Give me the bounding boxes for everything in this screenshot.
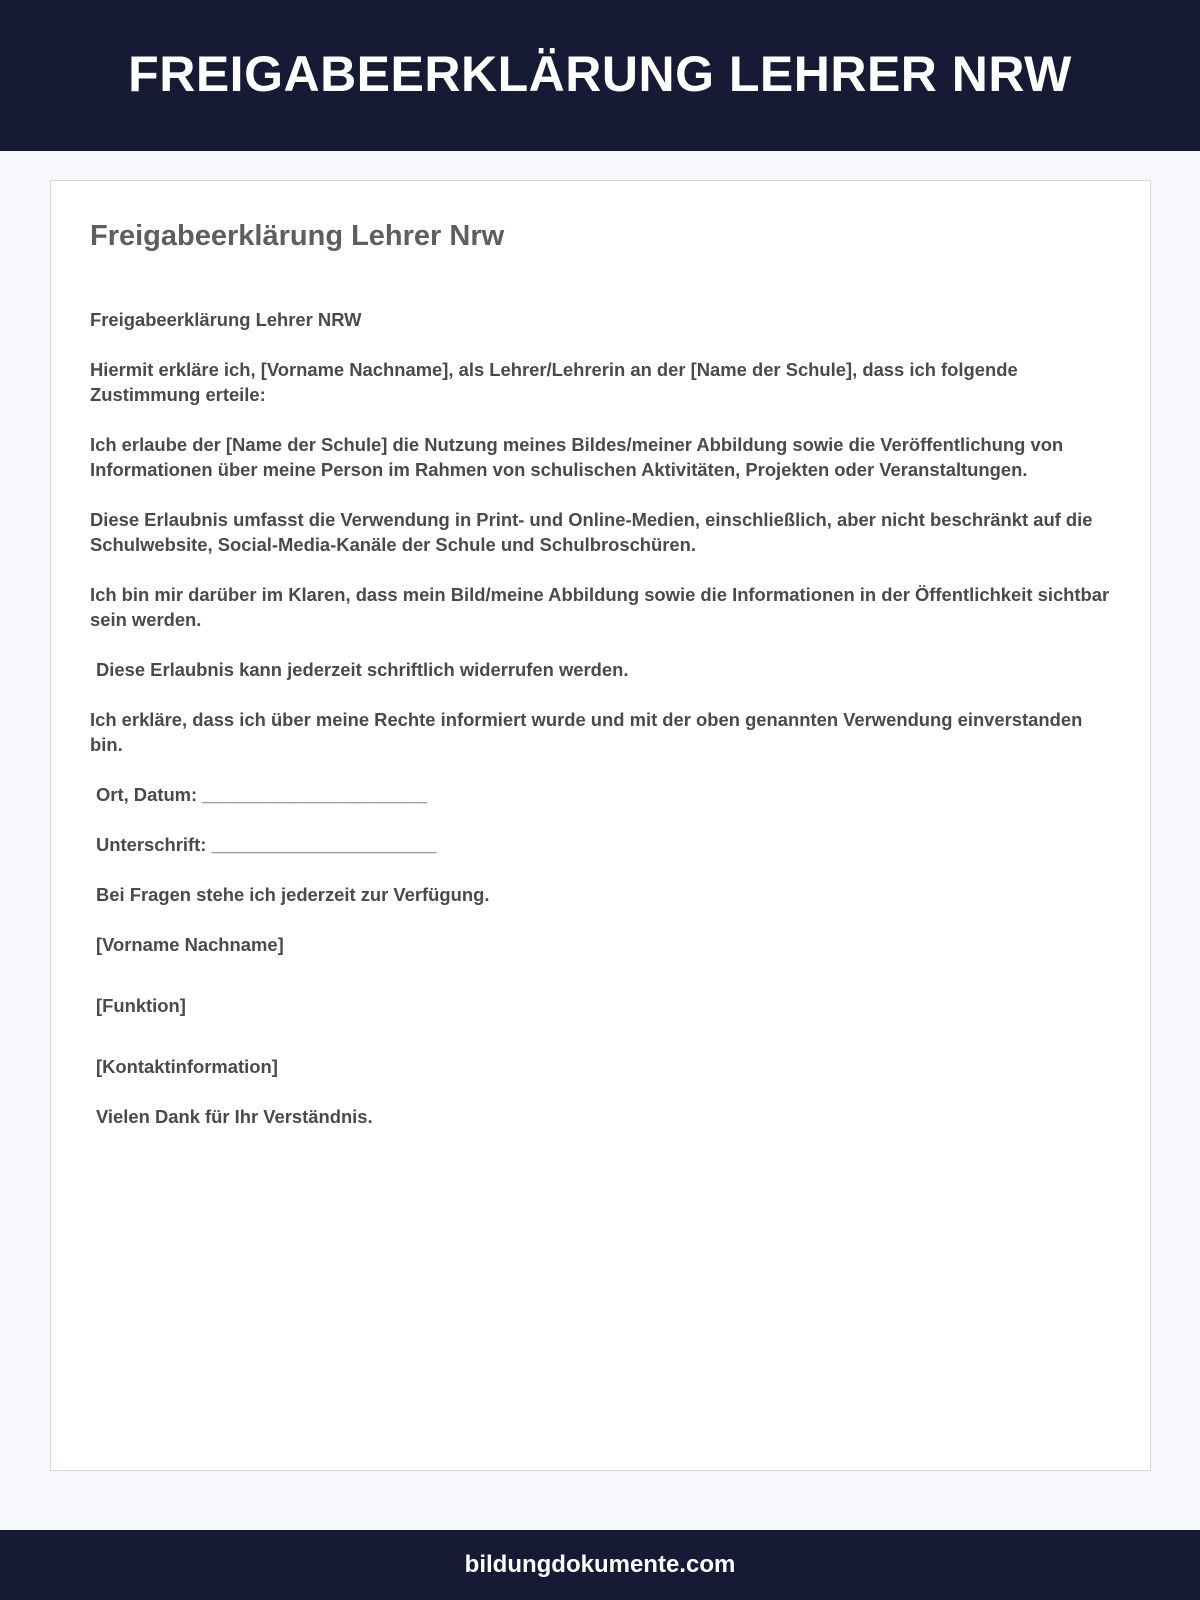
signer-function: [Funktion]	[96, 995, 186, 1016]
doc-line-scope: Diese Erlaubnis umfasst die Verwendung in Print- und Online-Medien, einschließlich, aber nicht beschränkt auf die Schulwebsite, Social-Media-Kanäle der Schule und Schulbroschüren.	[90, 509, 1093, 555]
page-title: FREIGABEERKLÄRUNG LEHRER NRW	[128, 45, 1072, 102]
document-heading: Freigabeerklärung Lehrer Nrw	[90, 220, 505, 252]
doc-line-revocation: Diese Erlaubnis kann jederzeit schriftlich widerrufen werden.	[96, 659, 629, 680]
signature-line: Unterschrift: ______________________	[96, 834, 437, 855]
doc-line-title: Freigabeerklärung Lehrer NRW	[90, 309, 362, 330]
signer-contact: [Kontaktinformation]	[96, 1056, 278, 1077]
top-banner	[0, 0, 1200, 151]
footer-banner	[0, 1530, 1200, 1600]
doc-line-questions: Bei Fragen stehe ich jederzeit zur Verfügung.	[96, 884, 490, 905]
doc-line-consent: Ich erkläre, dass ich über meine Rechte informiert wurde und mit der oben genannten Verwendung einverstanden bin.	[90, 709, 1083, 755]
place-date-line: Ort, Datum: ______________________	[96, 784, 428, 805]
document-body	[90, 282, 1111, 1154]
signer-name: [Vorname Nachname]	[96, 934, 284, 955]
doc-line-permission: Ich erlaube der [Name der Schule] die Nutzung meines Bildes/meiner Abbildung sowie die Veröffentlichung von Informationen über meine Person im Rahmen von schulischen Aktivitäten, Projekten oder Veranstaltungen.	[90, 434, 1064, 480]
doc-line-declaration: Hiermit erkläre ich, [Vorname Nachname], als Lehrer/Lehrerin an der [Name der Schule], dass ich folgende Zustimmung erteile:	[90, 359, 1018, 405]
footer-site-name: bildungdokumente.com	[464, 1551, 736, 1578]
doc-line-awareness: Ich bin mir darüber im Klaren, dass mein Bild/meine Abbildung sowie die Informationen in der Öffentlichkeit sichtbar sein werden.	[90, 584, 1110, 630]
document-card	[50, 180, 1151, 1471]
doc-line-thanks: Vielen Dank für Ihr Verständnis.	[96, 1106, 373, 1127]
